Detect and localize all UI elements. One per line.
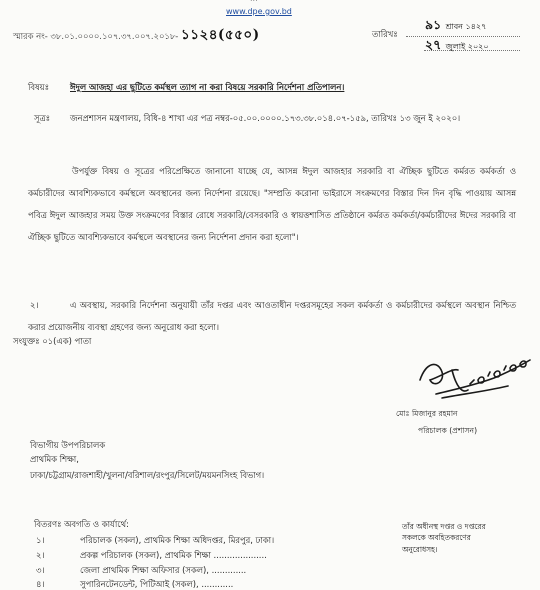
cut-off-header-text — [250, 0, 258, 4]
memo-number-handwritten: ১১২৪(৫৫০) — [180, 27, 260, 43]
reference-label: সূত্রঃ — [34, 113, 51, 123]
distribution-item-number: ২। — [36, 550, 45, 560]
distribution-item — [36, 579, 233, 590]
recipient-line-1: বিভাগীয় উপপরিচালক — [30, 440, 106, 450]
distribution-item-number: ৩। — [36, 565, 45, 575]
distribution-heading: বিতরণঃ অবগতি ও কার্যার্থে: — [34, 519, 129, 529]
distribution-item-text: পরিচালক (সকল), প্রাথমিক শিক্ষা অধিদপ্তর, মিরপুর, ঢাকা। — [80, 535, 275, 545]
reference-text: জনপ্রশাসন মন্ত্রণালয়, বিধি-৪ শাখা এর পত্র নম্বর-০৫.০০.০০০০.১৭৩.৩৮.০১৪.০৭-১৫৯, তারিখঃ ১৩ জুন ই ২০২০। — [70, 113, 461, 123]
distribution-item — [36, 565, 246, 576]
date-english — [425, 37, 489, 53]
body-paragraph-2 — [28, 294, 516, 338]
paragraph-2-text: এ অবস্থায়, সরকারি নির্দেশনা অনুযায়ী তাঁর দপ্তর এবং আওতাধীন দপ্তরসমূহের সকল কর্মকর্তা ও কর্মচারীদের কর্মস্থলে অবস্থান নিশ্চিত করার প্রয়োজনীয় ব্যবস্থা গ্রহণের জন্য অনুরোধ করা হলো। — [28, 300, 516, 332]
distribution-item-number: ৪। — [36, 579, 45, 589]
date-label: তারিখঃ — [372, 29, 398, 39]
recipient-line-3: ঢাকা/চট্টগ্রাম/রাজশাহী/খুলনা/বরিশাল/রংপুর/সিলেট/ময়মনসিংহ বিভাগ। — [30, 470, 265, 480]
distribution-item-text: জেলা প্রাথমিক শিক্ষা অফিসার (সকল), ............. — [80, 565, 247, 575]
distribution-item-text: সুপারিনটেনডেন্ট, পিটিআই (সকল), ............ — [80, 579, 234, 589]
distribution-item — [36, 535, 274, 546]
subject-label: বিষয়ঃ — [28, 82, 50, 92]
memo-number-prefix: স্মারক নং- ৩৮.০১.০০০০.১০৭.৩৭.০০৭.২০১৮- — [13, 31, 179, 41]
distribution-side-note — [402, 521, 486, 555]
distribution-item-number: ১। — [36, 535, 45, 545]
signatory-name: মোঃ মিজানুর রহমান — [396, 409, 458, 418]
signatory-designation: পরিচালক (প্রশাসন) — [418, 426, 478, 435]
distribution-item — [36, 550, 267, 561]
date-english-day: ২৭ — [425, 37, 442, 52]
distribution-item-text: প্রকল্প পরিচালক (সকল), প্রাথমিক শিক্ষা .................... — [80, 550, 267, 560]
body-paragraph-1: উপর্যুক্ত বিষয় ও সূত্রের পরিপ্রেক্ষিতে জানানো যাচ্ছে যে, আসন্ন ঈদুল আজহার সরকারি বা ঐচ্ছিক ছুটিতে কর্মরত কর্মকর্তা ও কর্মচারীদের আবশ্যিকভাবে কর্মস্থলে অবস্থানের জন্য নির্দেশনা রয়েছে। "সম্প্রতি করোনা ভাইরাসে সংক্রমণের বিস্তার দিন দিন বৃদ্ধি পাওয়ায় আসন্ন পবিত্র ঈদুল আজহার সময় উক্ত সংক্রমণের বিস্তার রোধে সরকারি/বেসরকারি ও স্বায়ত্তশাসিত প্রতিষ্ঠানে কর্মরত কর্মকর্তা/কর্মচারীদের ঈদের সরকারি বা ঐচ্ছিক ছুটিতে আবশ্যিকভাবে কর্মস্থলে অবস্থানের জন্য নির্দেশনা প্রদান করা হলো"। — [28, 166, 516, 242]
website-link[interactable]: www.dpe.gov.bd — [226, 7, 292, 16]
subject-text: ঈদুল আজহা এর ছুটিতে কর্মস্থল ত্যাগ না করা বিষয়ে সরকারি নির্দেশনা প্রতিপালন। — [70, 82, 345, 92]
date-bangla-day: ৯১ — [425, 17, 442, 32]
signature-image — [412, 350, 536, 411]
side-note-line: তাঁর অধীনস্থ দপ্তর ও দপ্তরের — [402, 522, 486, 531]
side-note-line: অনুরোধসহ। — [402, 544, 438, 554]
date-bangla — [425, 17, 486, 33]
attachment-note: সংযুক্তঃ ০১(এক) পাতা — [13, 336, 92, 346]
paragraph-2-number: ২। — [30, 300, 39, 310]
date-english-month-year: জুলাই ২০২০ — [445, 42, 489, 51]
date-bangla-month-year: শ্রাবন ১৪২৭ — [445, 22, 487, 31]
recipient-line-2: প্রাথমিক শিক্ষা, — [30, 454, 79, 464]
side-note-line: সকলকে অবহিতকরণের — [402, 533, 471, 543]
memo-number — [13, 27, 260, 45]
